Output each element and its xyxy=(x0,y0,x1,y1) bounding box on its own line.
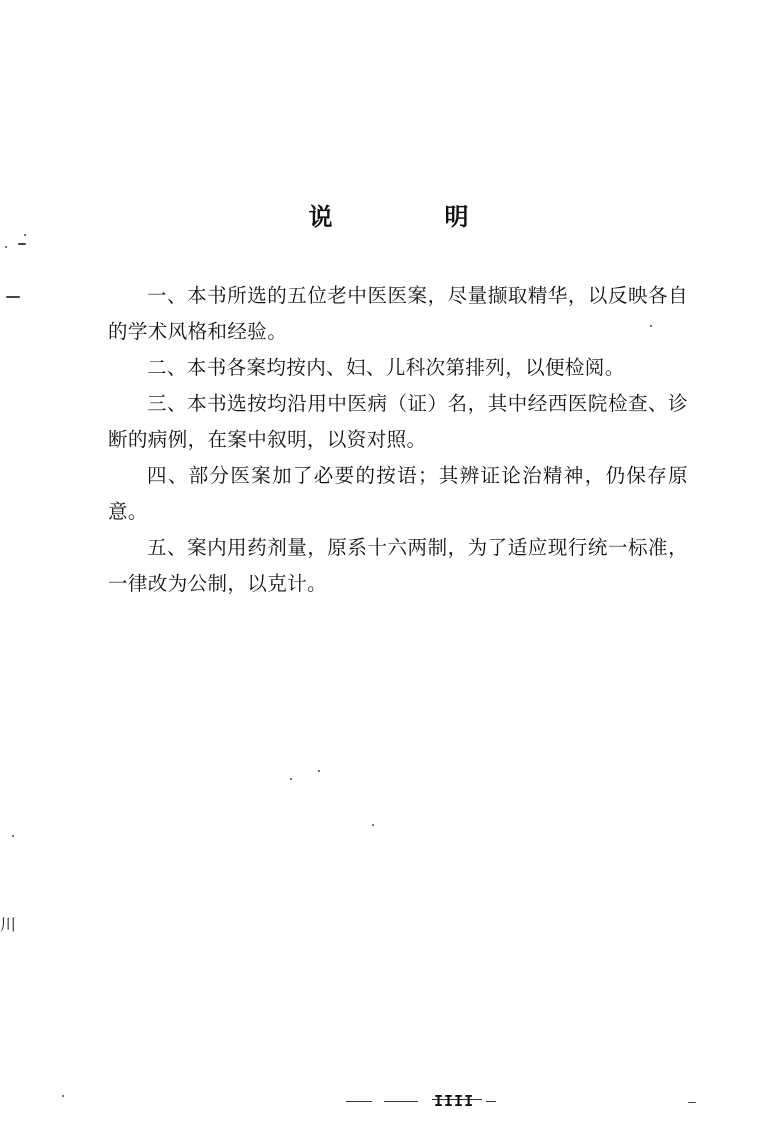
scan-speck xyxy=(5,246,7,248)
paragraph-2: 二、本书各案均按内、妇、儿科次第排列，以便检阅。 xyxy=(147,356,625,379)
scan-speck xyxy=(12,835,14,837)
scan-speck xyxy=(318,770,320,772)
paragraph-3: 三、本书选按均沿用中医病（证）名，其中经西医院检查、诊断的病例，在案中叙明，以资对照。 xyxy=(108,392,688,451)
scan-speck xyxy=(6,296,20,298)
paragraph-5: 五、案内用药剂量，原系十六两制，为了适应现行统一标准，一律改为公制，以克计。 xyxy=(108,536,688,595)
scan-speck xyxy=(372,824,374,826)
scan-speck xyxy=(18,243,26,245)
margin-fragment: 川 xyxy=(0,915,17,934)
page-title: 说 明 xyxy=(308,202,513,231)
paragraph-1: 一、本书所选的五位老中医医案，尽量撷取精华，以反映各自的学术风格和经验。 xyxy=(108,284,688,343)
page-number: IIII xyxy=(434,1092,475,1110)
footer-rule xyxy=(384,1101,418,1102)
scan-speck xyxy=(290,778,292,780)
footer-rule xyxy=(346,1101,372,1102)
scan-speck xyxy=(24,234,26,236)
scan-speck xyxy=(62,1095,64,1097)
scan-speck xyxy=(688,1102,696,1103)
footer-rule xyxy=(486,1101,496,1102)
paragraph-4: 四、部分医案加了必要的按语；其辨证论治精神，仍保存原意。 xyxy=(108,464,688,523)
scan-speck xyxy=(650,325,652,327)
body-text xyxy=(108,278,688,602)
